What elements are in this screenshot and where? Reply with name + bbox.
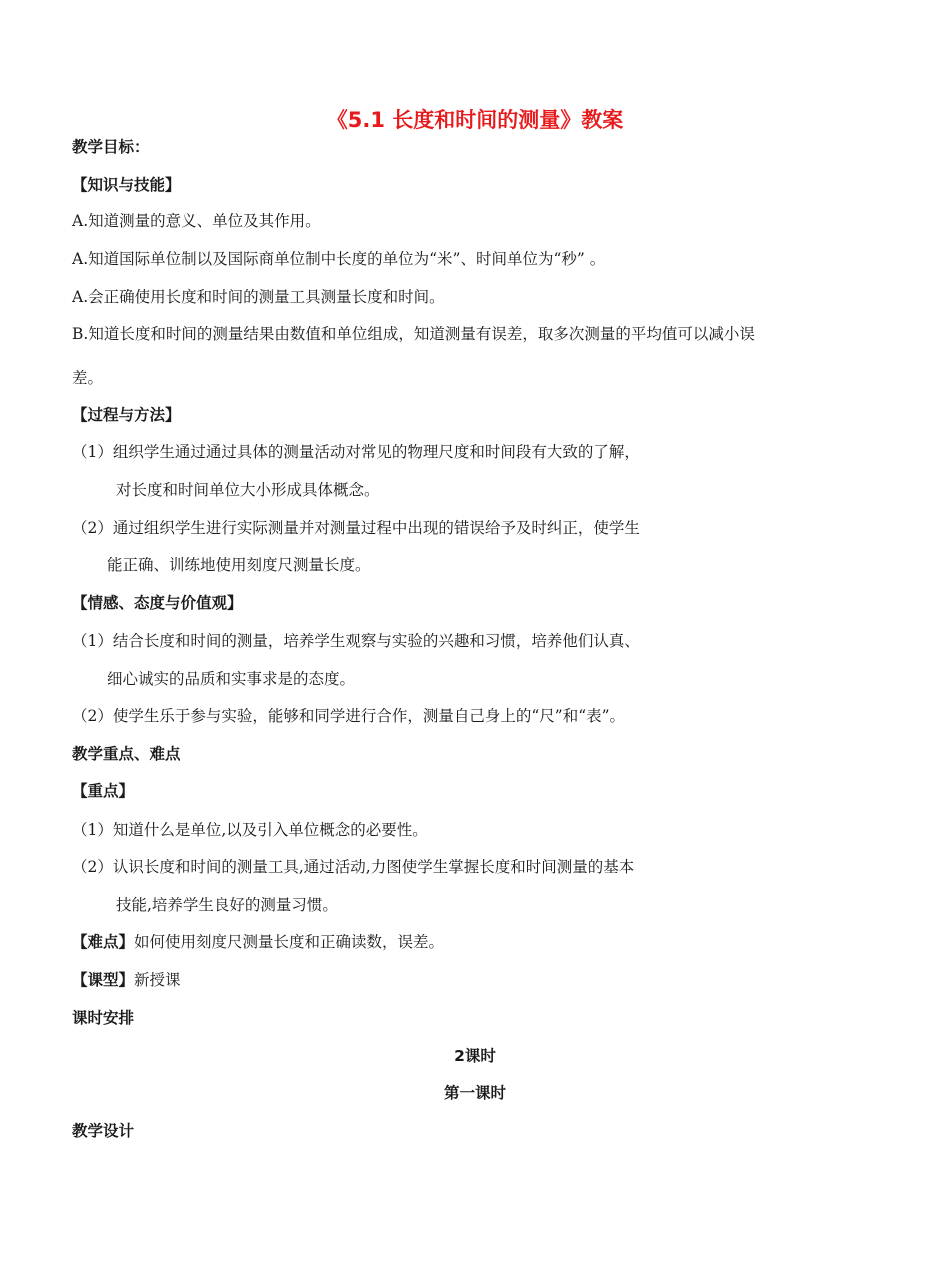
process-item-1: （1）组织学生通过通过具体的测量活动对常见的物理尺度和时间段有大致的了解， [72,443,640,461]
process-item-1-cont: 对长度和时间单位大小形成具体概念。 [116,481,380,499]
type-label: 【课型】 [72,971,135,989]
difficulty-label: 【难点】 [72,933,135,951]
lesson-one-heading: 第一课时 [443,1084,506,1102]
process-item-2: （2）通过组织学生进行实际测量并对测量过程中出现的错误给予及时纠正，使学生 [72,519,640,537]
focus-item-2-cont: 技能,培养学生良好的测量习惯。 [116,896,338,914]
emotion-item-2: （2）使学生乐于参与实验，能够和同学进行合作，测量自己身上的“尺”和“表”。 [72,707,626,725]
goals-heading: 教学目标： [72,138,150,156]
type-line [72,970,181,990]
knowledge-item-4: B.知道长度和时间的测量结果由数值和单位组成，知道测量有误差，取多次测量的平均值可以减小误 [72,325,755,343]
knowledge-item-1: A.知道测量的意义、单位及其作用。 [72,212,321,230]
knowledge-item-4-cont: 差。 [72,369,104,387]
process-heading: 【过程与方法】 [72,406,181,424]
process-item-2-cont: 能正确、训练地使用刻度尺测量长度。 [107,556,371,574]
keypoints-heading: 教学重点、难点 [72,745,181,763]
schedule-heading: 课时安排 [72,1009,135,1027]
emotion-heading: 【情感、态度与价值观】 [72,594,243,612]
difficulty-line [72,932,444,952]
focus-heading: 【重点】 [72,782,135,800]
focus-item-2: （2）认识长度和时间的测量工具,通过活动,力图使学生掌握长度和时间测量的基本 [72,858,635,876]
type-text: 新授课 [134,971,181,989]
design-heading: 教学设计 [72,1122,135,1140]
emotion-item-1-cont: 细心诚实的品质和实事求是的态度。 [107,670,356,688]
schedule-value: 2课时 [454,1047,496,1065]
difficulty-text: 如何使用刻度尺测量长度和正确读数，误差。 [134,933,445,951]
document-title: 《5.1 长度和时间的测量》教案 [326,108,624,132]
knowledge-item-3: A.会正确使用长度和时间的测量工具测量长度和时间。 [72,288,445,306]
focus-item-1: （1）知道什么是单位,以及引入单位概念的必要性。 [72,821,428,839]
knowledge-heading: 【知识与技能】 [72,176,181,194]
emotion-item-1: （1）结合长度和时间的测量，培养学生观察与实验的兴趣和习惯，培养他们认真、 [72,632,640,650]
knowledge-item-2: A.知道国际单位制以及国际商单位制中长度的单位为“米”、时间单位为“秒” 。 [72,250,606,268]
